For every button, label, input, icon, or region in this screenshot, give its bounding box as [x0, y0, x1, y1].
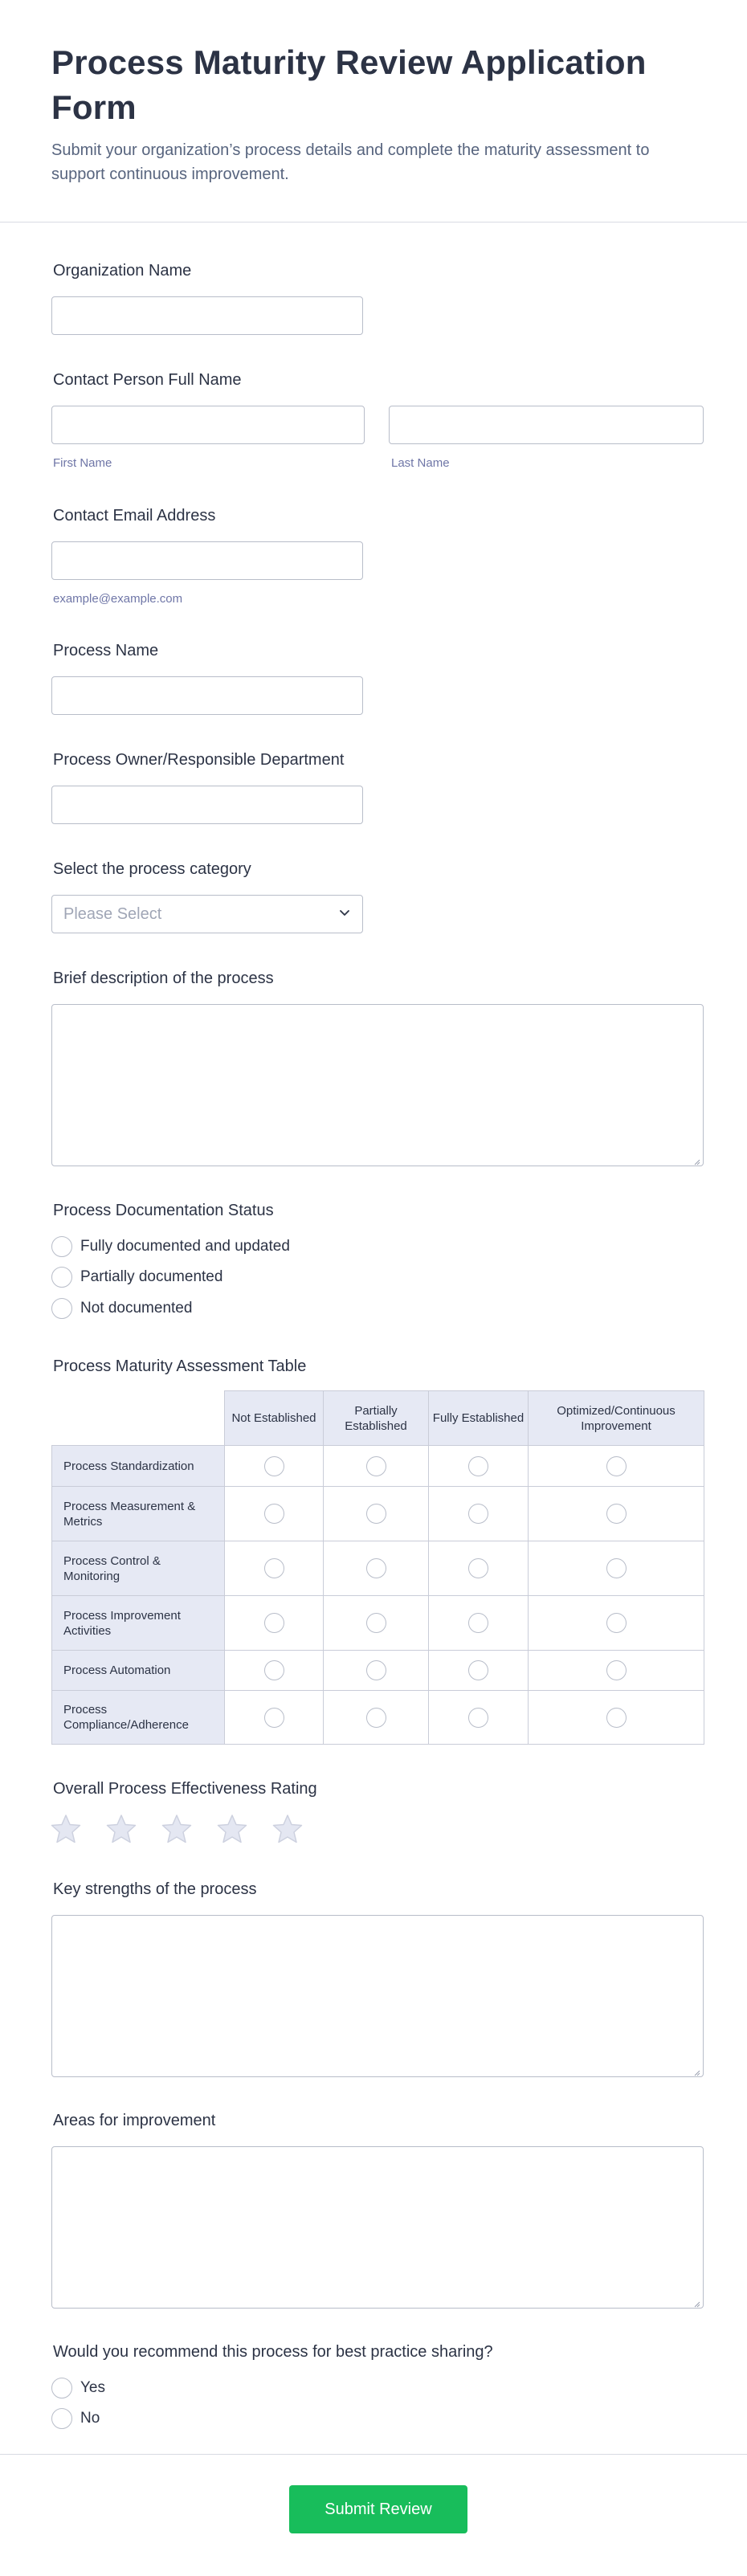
matrix-cell[interactable]: [529, 1541, 704, 1596]
matrix-cell[interactable]: [225, 1541, 324, 1596]
category-label: Select the process category: [53, 860, 251, 878]
form-title: Process Maturity Review Application Form: [51, 43, 647, 126]
radio-circle[interactable]: [264, 1660, 284, 1680]
org-name-input[interactable]: [51, 296, 363, 335]
matrix-cell[interactable]: [324, 1541, 429, 1596]
matrix-row-header: Process Standardization: [52, 1446, 225, 1487]
star-icon[interactable]: [105, 1813, 137, 1845]
radio-circle[interactable]: [366, 1558, 386, 1578]
radio-circle[interactable]: [606, 1504, 627, 1524]
matrix-cell[interactable]: [429, 1446, 529, 1487]
recommend-label: Would you recommend this process for best practice sharing?: [53, 2343, 493, 2361]
matrix-corner: [52, 1391, 225, 1446]
radio-circle[interactable]: [468, 1613, 488, 1633]
maturity-matrix: [51, 1390, 704, 1745]
radio-circle[interactable]: [468, 1660, 488, 1680]
matrix-row-header: Process Measurement & Metrics: [52, 1487, 225, 1541]
matrix-column-header: Optimized/Continuous Improvement: [529, 1391, 704, 1446]
radio-circle[interactable]: [606, 1708, 627, 1728]
star-icon[interactable]: [271, 1813, 304, 1845]
matrix-cell[interactable]: [324, 1446, 429, 1487]
strengths-label: Key strengths of the process: [53, 1880, 257, 1898]
matrix-row-header: Process Automation: [52, 1651, 225, 1691]
process-name-label: Process Name: [53, 642, 159, 659]
matrix-column-header: Partially Established: [324, 1391, 429, 1446]
doc-status-option-label: Not documented: [80, 1300, 193, 1317]
improvement-textarea[interactable]: [51, 2146, 704, 2309]
radio-circle[interactable]: [468, 1456, 488, 1476]
radio-circle[interactable]: [606, 1558, 627, 1578]
matrix-label: Process Maturity Assessment Table: [53, 1357, 307, 1375]
last-name-sublabel: Last Name: [391, 456, 450, 470]
matrix-row: [52, 1487, 704, 1541]
matrix-cell[interactable]: [429, 1691, 529, 1745]
star-rating: [50, 1813, 327, 1845]
doc-status-option-label: Partially documented: [80, 1268, 223, 1285]
radio-circle[interactable]: [606, 1613, 627, 1633]
radio-circle[interactable]: [264, 1708, 284, 1728]
matrix-cell[interactable]: [529, 1651, 704, 1691]
radio-circle[interactable]: [51, 1298, 72, 1319]
email-input[interactable]: [51, 541, 363, 580]
radio-circle[interactable]: [468, 1504, 488, 1524]
category-select[interactable]: [51, 895, 363, 933]
org-name-label: Organization Name: [53, 262, 192, 280]
star-icon[interactable]: [161, 1813, 193, 1845]
radio-circle[interactable]: [366, 1504, 386, 1524]
radio-circle[interactable]: [264, 1613, 284, 1633]
radio-circle[interactable]: [51, 1267, 72, 1288]
radio-circle[interactable]: [264, 1558, 284, 1578]
last-name-input[interactable]: [389, 406, 704, 444]
matrix-row: [52, 1541, 704, 1596]
doc-status-option[interactable]: [51, 1235, 290, 1258]
matrix-cell[interactable]: [429, 1651, 529, 1691]
radio-circle[interactable]: [264, 1456, 284, 1476]
matrix-cell[interactable]: [225, 1596, 324, 1651]
recommend-option-label: Yes: [80, 2379, 105, 2396]
matrix-cell[interactable]: [529, 1487, 704, 1541]
doc-status-option[interactable]: [51, 1297, 192, 1320]
matrix-row-header: Process Control & Monitoring: [52, 1541, 225, 1596]
matrix-row: [52, 1691, 704, 1745]
matrix-cell[interactable]: [429, 1596, 529, 1651]
radio-circle[interactable]: [468, 1558, 488, 1578]
recommend-option-label: No: [80, 2410, 100, 2427]
chevron-down-icon: [338, 906, 351, 923]
doc-status-label: Process Documentation Status: [53, 1202, 274, 1219]
radio-circle[interactable]: [264, 1504, 284, 1524]
improvement-label: Areas for improvement: [53, 2112, 216, 2129]
form-header: [0, 0, 747, 222]
strengths-textarea[interactable]: [51, 1915, 704, 2077]
matrix-row-header: Process Compliance/Adherence: [52, 1691, 225, 1745]
matrix-cell[interactable]: [225, 1691, 324, 1745]
matrix-row: [52, 1446, 704, 1487]
submit-review-button[interactable]: Submit Review: [289, 2485, 467, 2533]
first-name-input[interactable]: [51, 406, 365, 444]
radio-circle[interactable]: [366, 1613, 386, 1633]
process-owner-label: Process Owner/Responsible Department: [53, 751, 345, 769]
radio-circle[interactable]: [606, 1660, 627, 1680]
matrix-cell[interactable]: [324, 1487, 429, 1541]
matrix-column-header: Fully Established: [429, 1391, 529, 1446]
form-footer: [0, 2454, 747, 2576]
matrix-cell[interactable]: [225, 1487, 324, 1541]
contact-name-label: Contact Person Full Name: [53, 371, 242, 389]
matrix-cell[interactable]: [324, 1651, 429, 1691]
email-label: Contact Email Address: [53, 507, 216, 525]
process-owner-input[interactable]: [51, 786, 363, 824]
matrix-cell[interactable]: [529, 1446, 704, 1487]
radio-circle[interactable]: [51, 2408, 72, 2429]
radio-circle[interactable]: [51, 1236, 72, 1257]
email-sublabel: example@example.com: [53, 592, 183, 606]
matrix-column-header: Not Established: [225, 1391, 324, 1446]
recommend-option[interactable]: [51, 2407, 100, 2430]
description-textarea[interactable]: [51, 1004, 704, 1166]
matrix-cell[interactable]: [529, 1691, 704, 1745]
matrix-cell[interactable]: [429, 1541, 529, 1596]
radio-circle[interactable]: [366, 1660, 386, 1680]
matrix-row-header: Process Improvement Activities: [52, 1596, 225, 1651]
process-name-input[interactable]: [51, 676, 363, 715]
form-subtitle: Submit your organization’s process details and complete the maturity assessment to support continuous improvement.: [51, 141, 650, 183]
matrix-cell[interactable]: [529, 1596, 704, 1651]
radio-circle[interactable]: [606, 1456, 627, 1476]
matrix-cell[interactable]: [324, 1596, 429, 1651]
matrix-cell[interactable]: [225, 1446, 324, 1487]
resize-grip-icon[interactable]: [692, 2066, 700, 2074]
doc-status-option-label: Fully documented and updated: [80, 1238, 290, 1255]
matrix-cell[interactable]: [225, 1651, 324, 1691]
rating-label: Overall Process Effectiveness Rating: [53, 1780, 317, 1798]
resize-grip-icon[interactable]: [692, 2297, 700, 2305]
star-icon[interactable]: [216, 1813, 248, 1845]
category-placeholder: Please Select: [63, 904, 162, 923]
recommend-option[interactable]: [51, 2377, 105, 2399]
matrix-row: [52, 1651, 704, 1691]
star-icon[interactable]: [50, 1813, 82, 1845]
radio-circle[interactable]: [366, 1456, 386, 1476]
matrix-cell[interactable]: [429, 1487, 529, 1541]
resize-grip-icon[interactable]: [692, 1155, 700, 1163]
matrix-row: [52, 1596, 704, 1651]
radio-circle[interactable]: [51, 2378, 72, 2398]
matrix-cell[interactable]: [324, 1691, 429, 1745]
doc-status-option[interactable]: [51, 1266, 222, 1288]
description-label: Brief description of the process: [53, 970, 274, 987]
radio-circle[interactable]: [468, 1708, 488, 1728]
first-name-sublabel: First Name: [53, 456, 112, 470]
radio-circle[interactable]: [366, 1708, 386, 1728]
